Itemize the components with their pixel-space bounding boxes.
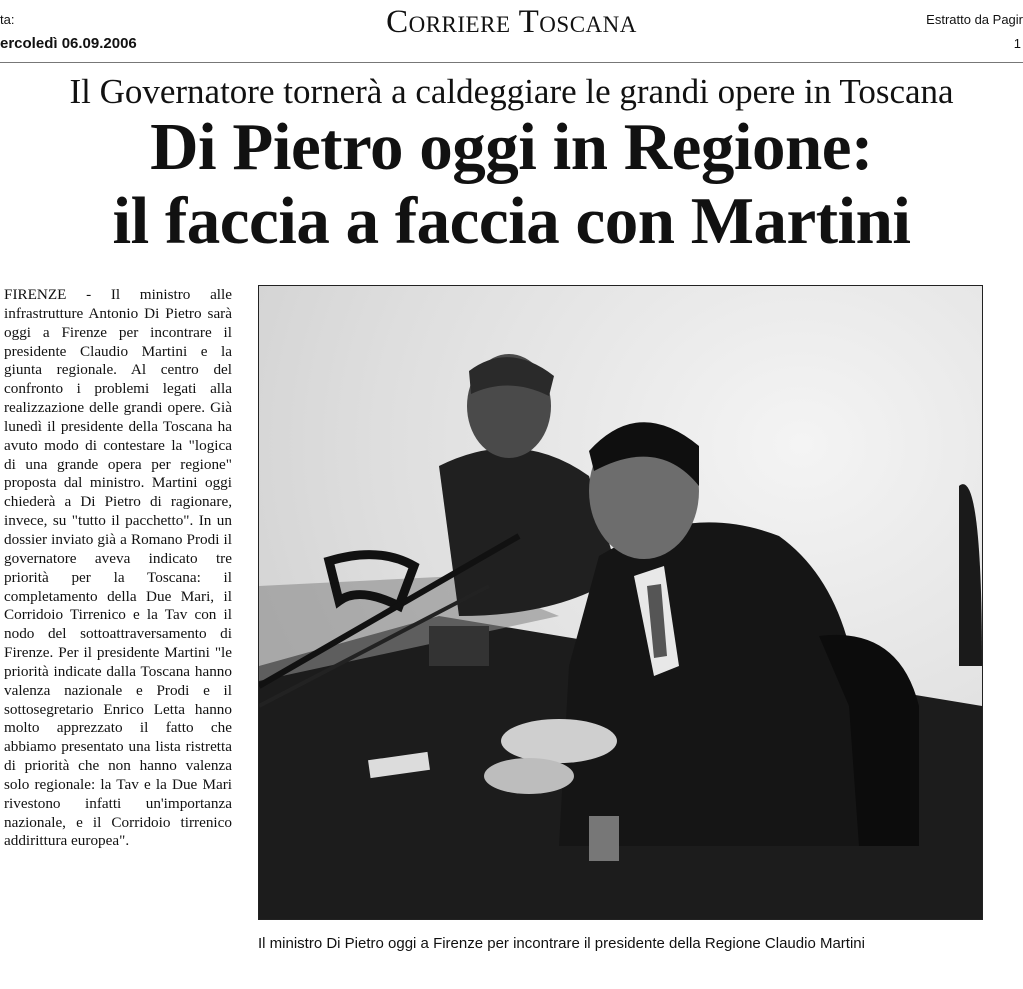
right-edge-figure xyxy=(959,484,982,666)
article-body: FIRENZE - Il ministro alle infrastrutture Antonio Di Pietro sarà oggi a Firenze per incontrare il presidente Claudio Martini e la giunta regionale. Al centro del confronto i problemi legati alla realizzazione delle grandi opere. Già lunedì il presidente della Toscana ha avuto modo di contestare la "logica di una grande opera per regione" proposta dal ministro. Martini oggi chiederà a Di Pietro di ragionare, invece, su "tutto il pacchetto". In un dossier inviato già a Romano Prodi il governatore aveva indicato tre priorità per la Toscana: il completamento della Due Mari, il Corridoio Tirrenico e la Tav con il nodo del sottoattraversamento di Firenze. Per il presidente Martini "le priorità indicate dalla Toscana hanno valenza nazionale e Prodi e il sottosegretario Enrico Letta hanno molto apprezzato il fatto che abbiamo presentato una lista ristretta di priorità che non hanno valenza solo regionale: la Tav e la Due Mari rivestono infatti un'importanza nazionale, e il Corridoio tirrenico addirittura europea". xyxy=(4,286,232,850)
glass xyxy=(589,816,619,861)
hands xyxy=(501,719,617,763)
extract-label: Estratto da Pagir xyxy=(926,12,1023,27)
photo-illustration xyxy=(259,286,982,919)
article-headline xyxy=(0,110,1023,258)
hand-lower xyxy=(484,758,574,794)
issue-date: ercoledì 06.09.2006 xyxy=(0,35,137,52)
foreground-man-suit xyxy=(559,522,869,846)
headline-line-2: il faccia a faccia con Martini xyxy=(112,184,911,258)
photo-caption: Il ministro Di Pietro oggi a Firenze per incontrare il presidente della Regione Claudio Martini xyxy=(258,935,865,952)
microphone-base xyxy=(429,626,489,666)
article-photo xyxy=(258,285,983,920)
headline-line-1: Di Pietro oggi in Regione: xyxy=(150,110,873,184)
article-kicker: Il Governatore tornerà a caldeggiare le grandi opere in Toscana xyxy=(69,72,954,111)
page-number-fragment: 1 xyxy=(1013,36,1021,51)
masthead: Corriere Toscana xyxy=(386,4,637,40)
source-label: ta: xyxy=(0,12,15,27)
header-divider xyxy=(0,62,1023,63)
